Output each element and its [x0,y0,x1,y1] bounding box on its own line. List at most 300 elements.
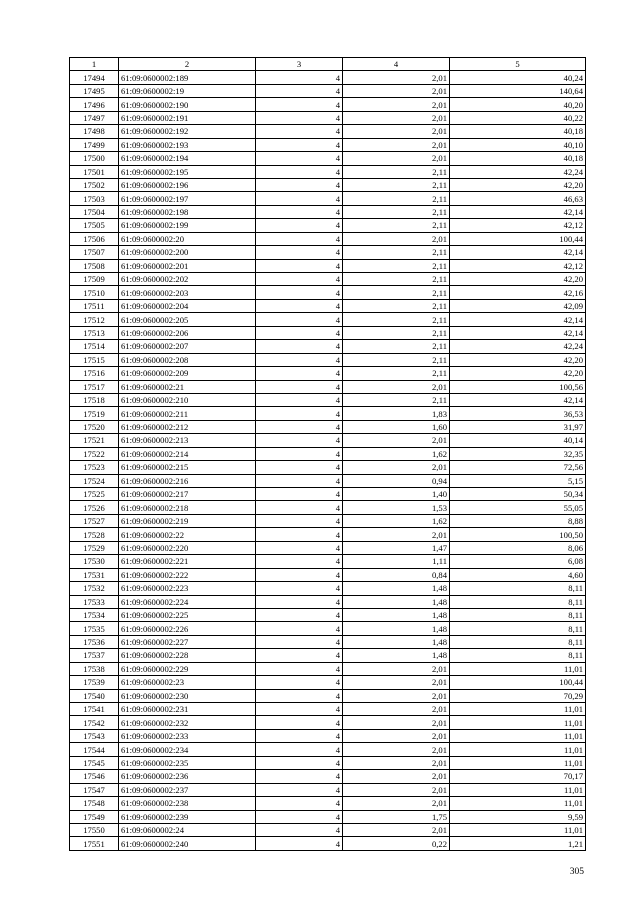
table-row [70,232,586,245]
cell-value: 42,14 [450,246,586,259]
cell-rate: 1,47 [343,541,450,554]
cell-category: 4 [256,393,343,406]
column-header-2: 2 [119,58,256,71]
table-row [70,286,586,299]
cell-value: 11,01 [450,729,586,742]
cell-category: 4 [256,676,343,689]
cell-rate: 2,01 [343,380,450,393]
cell-rate: 1,60 [343,420,450,433]
cell-row-index: 17546 [70,770,119,783]
table-row [70,246,586,259]
cell-category: 4 [256,313,343,326]
table-row [70,111,586,124]
cell-category: 4 [256,716,343,729]
table-row [70,541,586,554]
table-row [70,823,586,836]
cell-rate: 2,11 [343,286,450,299]
cell-row-index: 17501 [70,165,119,178]
cell-value: 8,11 [450,635,586,648]
table-row [70,165,586,178]
cell-row-index: 17510 [70,286,119,299]
cell-row-index: 17539 [70,676,119,689]
cadastral-data-table [69,57,586,851]
cell-category: 4 [256,273,343,286]
table-row [70,488,586,501]
page-number: 305 [569,867,584,877]
cell-cadastral-number: 61:09:0600002:220 [119,541,256,554]
cell-value: 42,24 [450,340,586,353]
cell-category: 4 [256,649,343,662]
cell-rate: 2,01 [343,84,450,97]
cell-cadastral-number: 61:09:0600002:19 [119,84,256,97]
cell-value: 100,50 [450,528,586,541]
cell-row-index: 17514 [70,340,119,353]
cell-row-index: 17533 [70,595,119,608]
cell-value: 70,29 [450,689,586,702]
cell-row-index: 17547 [70,783,119,796]
table-row [70,635,586,648]
cell-value: 42,09 [450,299,586,312]
cell-rate: 2,01 [343,729,450,742]
cell-value: 5,15 [450,474,586,487]
cell-value: 8,88 [450,514,586,527]
cell-cadastral-number: 61:09:0600002:23 [119,676,256,689]
table-row [70,622,586,635]
cell-category: 4 [256,743,343,756]
table-row [70,716,586,729]
table-row [70,259,586,272]
cell-cadastral-number: 61:09:0600002:208 [119,353,256,366]
cell-category: 4 [256,178,343,191]
cell-cadastral-number: 61:09:0600002:193 [119,138,256,151]
cell-cadastral-number: 61:09:0600002:237 [119,783,256,796]
cell-category: 4 [256,662,343,675]
table-row [70,461,586,474]
cell-category: 4 [256,635,343,648]
cell-rate: 1,48 [343,635,450,648]
cell-value: 8,11 [450,582,586,595]
table-row [70,84,586,97]
cell-category: 4 [256,568,343,581]
cell-cadastral-number: 61:09:0600002:231 [119,703,256,716]
cell-category: 4 [256,165,343,178]
cell-row-index: 17542 [70,716,119,729]
cell-row-index: 17512 [70,313,119,326]
cell-value: 8,06 [450,541,586,554]
cell-rate: 1,48 [343,595,450,608]
cell-row-index: 17550 [70,823,119,836]
cell-row-index: 17513 [70,326,119,339]
cell-rate: 1,48 [343,608,450,621]
table-row [70,595,586,608]
cell-row-index: 17541 [70,703,119,716]
cell-cadastral-number: 61:09:0600002:20 [119,232,256,245]
cell-category: 4 [256,219,343,232]
cell-row-index: 17499 [70,138,119,151]
cell-category: 4 [256,823,343,836]
cell-category: 4 [256,434,343,447]
table-row [70,783,586,796]
cell-rate: 2,11 [343,192,450,205]
cell-rate: 2,01 [343,461,450,474]
cell-value: 55,05 [450,501,586,514]
cell-rate: 1,62 [343,447,450,460]
cell-row-index: 17520 [70,420,119,433]
cell-category: 4 [256,474,343,487]
cell-value: 50,34 [450,488,586,501]
table-row [70,555,586,568]
cell-rate: 2,11 [343,259,450,272]
cell-category: 4 [256,138,343,151]
cell-value: 8,11 [450,595,586,608]
cell-rate: 2,11 [343,367,450,380]
cell-rate: 2,11 [343,340,450,353]
table-row [70,192,586,205]
cell-cadastral-number: 61:09:0600002:240 [119,837,256,850]
cell-cadastral-number: 61:09:0600002:222 [119,568,256,581]
cell-value: 42,20 [450,273,586,286]
cell-row-index: 17498 [70,125,119,138]
cell-category: 4 [256,84,343,97]
cell-cadastral-number: 61:09:0600002:204 [119,299,256,312]
cell-cadastral-number: 61:09:0600002:192 [119,125,256,138]
cell-category: 4 [256,514,343,527]
cell-value: 140,64 [450,84,586,97]
cell-value: 40,18 [450,125,586,138]
table-row [70,662,586,675]
cell-rate: 2,11 [343,246,450,259]
cell-row-index: 17507 [70,246,119,259]
cell-cadastral-number: 61:09:0600002:219 [119,514,256,527]
cell-row-index: 17530 [70,555,119,568]
cell-rate: 2,01 [343,125,450,138]
cell-category: 4 [256,98,343,111]
cell-rate: 0,94 [343,474,450,487]
table-row [70,514,586,527]
cell-rate: 2,01 [343,676,450,689]
table-row [70,743,586,756]
cell-cadastral-number: 61:09:0600002:232 [119,716,256,729]
table-row [70,380,586,393]
table-row [70,474,586,487]
cell-category: 4 [256,111,343,124]
table-row [70,205,586,218]
cell-value: 11,01 [450,743,586,756]
cell-row-index: 17543 [70,729,119,742]
table-row [70,797,586,810]
cell-rate: 2,11 [343,313,450,326]
cell-category: 4 [256,353,343,366]
cell-row-index: 17534 [70,608,119,621]
cell-row-index: 17535 [70,622,119,635]
cell-row-index: 17526 [70,501,119,514]
cell-value: 8,11 [450,608,586,621]
cell-value: 40,18 [450,152,586,165]
cell-cadastral-number: 61:09:0600002:218 [119,501,256,514]
table-row [70,367,586,380]
cell-row-index: 17500 [70,152,119,165]
table-row [70,420,586,433]
cell-rate: 2,01 [343,770,450,783]
cell-value: 36,53 [450,407,586,420]
cell-cadastral-number: 61:09:0600002:215 [119,461,256,474]
cell-row-index: 17525 [70,488,119,501]
table-row [70,568,586,581]
cell-value: 42,12 [450,259,586,272]
cell-row-index: 17516 [70,367,119,380]
cell-row-index: 17544 [70,743,119,756]
cell-value: 40,14 [450,434,586,447]
column-header-4: 4 [343,58,450,71]
cell-row-index: 17496 [70,98,119,111]
cell-row-index: 17506 [70,232,119,245]
cell-rate: 2,01 [343,823,450,836]
table-row [70,810,586,823]
cell-category: 4 [256,622,343,635]
cell-value: 11,01 [450,756,586,769]
cell-value: 40,22 [450,111,586,124]
cell-row-index: 17511 [70,299,119,312]
table-header-row [70,58,586,71]
cell-value: 4,60 [450,568,586,581]
cell-category: 4 [256,246,343,259]
cell-row-index: 17519 [70,407,119,420]
cell-cadastral-number: 61:09:0600002:227 [119,635,256,648]
cell-cadastral-number: 61:09:0600002:214 [119,447,256,460]
cell-category: 4 [256,689,343,702]
cell-rate: 2,01 [343,703,450,716]
cell-rate: 1,48 [343,649,450,662]
cell-row-index: 17522 [70,447,119,460]
cell-category: 4 [256,299,343,312]
cell-rate: 2,01 [343,434,450,447]
cell-value: 11,01 [450,703,586,716]
cell-row-index: 17509 [70,273,119,286]
cell-value: 42,12 [450,219,586,232]
cell-rate: 2,11 [343,273,450,286]
cell-rate: 2,01 [343,783,450,796]
cell-cadastral-number: 61:09:0600002:239 [119,810,256,823]
cell-category: 4 [256,608,343,621]
cell-value: 1,21 [450,837,586,850]
cell-category: 4 [256,461,343,474]
cell-cadastral-number: 61:09:0600002:207 [119,340,256,353]
cell-category: 4 [256,582,343,595]
cell-cadastral-number: 61:09:0600002:196 [119,178,256,191]
cell-rate: 2,11 [343,178,450,191]
cell-value: 40,24 [450,71,586,84]
cell-value: 42,20 [450,178,586,191]
cell-cadastral-number: 61:09:0600002:202 [119,273,256,286]
cell-row-index: 17549 [70,810,119,823]
cell-value: 42,20 [450,367,586,380]
cell-row-index: 17495 [70,84,119,97]
cell-value: 6,08 [450,555,586,568]
cell-category: 4 [256,125,343,138]
cell-category: 4 [256,837,343,850]
cell-value: 42,16 [450,286,586,299]
cell-cadastral-number: 61:09:0600002:234 [119,743,256,756]
cell-category: 4 [256,797,343,810]
cell-rate: 2,01 [343,98,450,111]
table-row [70,125,586,138]
cell-rate: 2,01 [343,689,450,702]
cell-cadastral-number: 61:09:0600002:205 [119,313,256,326]
cell-row-index: 17497 [70,111,119,124]
cell-category: 4 [256,232,343,245]
cell-row-index: 17540 [70,689,119,702]
cell-row-index: 17517 [70,380,119,393]
cell-rate: 1,62 [343,514,450,527]
cell-category: 4 [256,555,343,568]
cell-row-index: 17527 [70,514,119,527]
cell-cadastral-number: 61:09:0600002:206 [119,326,256,339]
cell-cadastral-number: 61:09:0600002:194 [119,152,256,165]
cell-cadastral-number: 61:09:0600002:235 [119,756,256,769]
table-row [70,98,586,111]
cell-value: 42,24 [450,165,586,178]
cell-rate: 2,11 [343,393,450,406]
cell-cadastral-number: 61:09:0600002:226 [119,622,256,635]
cell-category: 4 [256,367,343,380]
cell-row-index: 17551 [70,837,119,850]
cell-rate: 2,11 [343,219,450,232]
cell-row-index: 17538 [70,662,119,675]
table-row [70,770,586,783]
cell-value: 42,20 [450,353,586,366]
cell-category: 4 [256,326,343,339]
cell-cadastral-number: 61:09:0600002:197 [119,192,256,205]
cell-value: 9,59 [450,810,586,823]
table-row [70,71,586,84]
table-row [70,299,586,312]
table-row [70,219,586,232]
cell-cadastral-number: 61:09:0600002:221 [119,555,256,568]
cell-cadastral-number: 61:09:0600002:195 [119,165,256,178]
column-header-5: 5 [450,58,586,71]
cell-category: 4 [256,528,343,541]
cell-row-index: 17536 [70,635,119,648]
cell-row-index: 17503 [70,192,119,205]
cell-cadastral-number: 61:09:0600002:190 [119,98,256,111]
cell-category: 4 [256,192,343,205]
cell-rate: 2,11 [343,299,450,312]
table-row [70,152,586,165]
cell-cadastral-number: 61:09:0600002:213 [119,434,256,447]
cell-cadastral-number: 61:09:0600002:189 [119,71,256,84]
cell-category: 4 [256,380,343,393]
cell-row-index: 17518 [70,393,119,406]
cell-row-index: 17504 [70,205,119,218]
cell-cadastral-number: 61:09:0600002:21 [119,380,256,393]
cell-row-index: 17505 [70,219,119,232]
cell-row-index: 17548 [70,797,119,810]
cell-row-index: 17531 [70,568,119,581]
cell-value: 42,14 [450,313,586,326]
table-row [70,434,586,447]
cell-row-index: 17508 [70,259,119,272]
cell-value: 8,11 [450,622,586,635]
table-row [70,353,586,366]
cell-rate: 1,11 [343,555,450,568]
cell-cadastral-number: 61:09:0600002:223 [119,582,256,595]
cell-rate: 1,83 [343,407,450,420]
cell-cadastral-number: 61:09:0600002:224 [119,595,256,608]
cell-category: 4 [256,488,343,501]
cell-cadastral-number: 61:09:0600002:200 [119,246,256,259]
cell-category: 4 [256,729,343,742]
table-row [70,313,586,326]
cell-value: 40,20 [450,98,586,111]
cell-category: 4 [256,286,343,299]
cell-rate: 2,01 [343,662,450,675]
cell-cadastral-number: 61:09:0600002:216 [119,474,256,487]
table-row [70,393,586,406]
cell-row-index: 17523 [70,461,119,474]
cell-value: 11,01 [450,797,586,810]
cell-row-index: 17524 [70,474,119,487]
cell-category: 4 [256,595,343,608]
cell-row-index: 17537 [70,649,119,662]
cell-value: 100,44 [450,676,586,689]
table-row [70,273,586,286]
cell-value: 40,10 [450,138,586,151]
cell-row-index: 17494 [70,71,119,84]
cell-row-index: 17502 [70,178,119,191]
cell-value: 100,44 [450,232,586,245]
cell-value: 42,14 [450,205,586,218]
cell-cadastral-number: 61:09:0600002:225 [119,608,256,621]
cell-cadastral-number: 61:09:0600002:191 [119,111,256,124]
cell-cadastral-number: 61:09:0600002:233 [119,729,256,742]
cell-value: 11,01 [450,716,586,729]
cell-row-index: 17528 [70,528,119,541]
column-header-1: 1 [70,58,119,71]
table-row [70,326,586,339]
cell-value: 31,97 [450,420,586,433]
cell-cadastral-number: 61:09:0600002:211 [119,407,256,420]
cell-row-index: 17532 [70,582,119,595]
cell-rate: 0,22 [343,837,450,850]
cell-category: 4 [256,770,343,783]
cell-cadastral-number: 61:09:0600002:228 [119,649,256,662]
cell-category: 4 [256,783,343,796]
cell-category: 4 [256,340,343,353]
table-row [70,340,586,353]
cell-cadastral-number: 61:09:0600002:203 [119,286,256,299]
cell-value: 11,01 [450,823,586,836]
cell-cadastral-number: 61:09:0600002:209 [119,367,256,380]
cell-category: 4 [256,810,343,823]
cell-value: 8,11 [450,649,586,662]
cell-value: 72,56 [450,461,586,474]
cell-value: 46,63 [450,192,586,205]
cell-rate: 2,01 [343,111,450,124]
cell-rate: 2,01 [343,232,450,245]
cell-rate: 2,01 [343,528,450,541]
cell-cadastral-number: 61:09:0600002:238 [119,797,256,810]
table-body [70,71,586,850]
cell-cadastral-number: 61:09:0600002:24 [119,823,256,836]
cell-cadastral-number: 61:09:0600002:212 [119,420,256,433]
cell-rate: 2,01 [343,138,450,151]
cell-category: 4 [256,420,343,433]
cell-category: 4 [256,205,343,218]
cell-cadastral-number: 61:09:0600002:22 [119,528,256,541]
cell-rate: 2,11 [343,326,450,339]
cell-row-index: 17515 [70,353,119,366]
cell-rate: 2,01 [343,152,450,165]
